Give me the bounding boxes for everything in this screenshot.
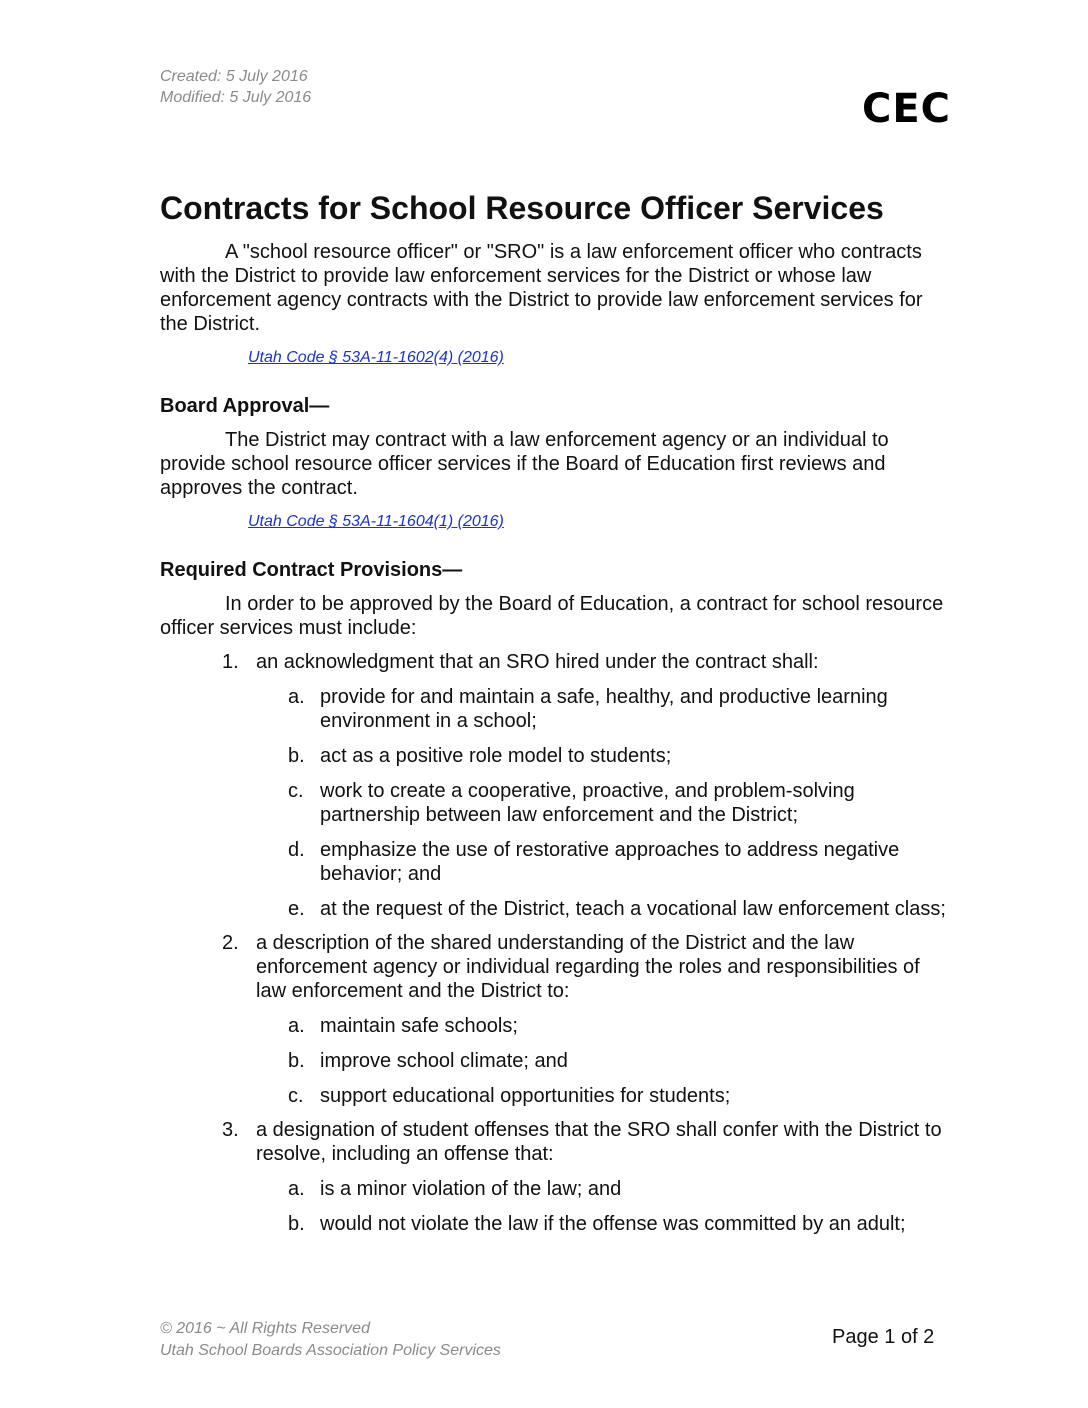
sub-list-item bbox=[160, 1084, 950, 1108]
sub-list-item bbox=[160, 897, 950, 921]
sub-item-letter: b. bbox=[288, 1050, 305, 1072]
intro-citation bbox=[248, 346, 950, 370]
list-item-text: an acknowledgment that an SRO hired under the contract shall: bbox=[256, 651, 819, 673]
sub-item-text: act as a positive role model to students; bbox=[320, 745, 672, 767]
sub-list-item bbox=[160, 779, 950, 827]
list-item-text: a designation of student offenses that the SRO shall confer with the District to resolve, including an offense that: bbox=[256, 1119, 942, 1165]
sub-item-text: provide for and maintain a safe, healthy, and productive learning environment in a school; bbox=[320, 686, 888, 732]
board-approval-paragraph: The District may contract with a law enforcement agency or an individual to provide school resource officer services if the Board of Education first reviews and approves the contract. bbox=[160, 429, 889, 499]
required-provisions-heading: Required Contract Provisions— bbox=[160, 559, 463, 581]
required-provisions-paragraph: In order to be approved by the Board of Education, a contract for school resource officer services must include: bbox=[160, 593, 944, 639]
footer-copyright bbox=[160, 1318, 501, 1362]
sub-item-text: at the request of the District, teach a vocational law enforcement class; bbox=[320, 898, 946, 920]
sub-item-letter: e. bbox=[288, 898, 305, 920]
sub-item-text: work to create a cooperative, proactive, and problem-solving partnership between law enforcement and the District; bbox=[320, 780, 855, 826]
sub-item-letter: a. bbox=[288, 1015, 305, 1037]
sub-list-item bbox=[160, 1177, 950, 1201]
list-item-text: a description of the shared understanding of the District and the law enforcement agency or individual regarding the roles and responsibilities of law enforcement and the District to: bbox=[256, 932, 920, 1002]
sub-list-item bbox=[160, 838, 950, 886]
document-meta bbox=[160, 66, 311, 108]
page-title: Contracts for School Resource Officer Services bbox=[160, 190, 884, 226]
sub-item-letter: a. bbox=[288, 1178, 305, 1200]
sub-item-letter: b. bbox=[288, 745, 305, 767]
modified-date: Modified: 5 July 2016 bbox=[160, 89, 312, 106]
sub-list-item bbox=[160, 1049, 950, 1073]
sub-list bbox=[256, 685, 950, 921]
sub-item-letter: a. bbox=[288, 686, 305, 708]
list-item bbox=[160, 931, 950, 1108]
sub-item-letter: b. bbox=[288, 1213, 305, 1235]
sub-item-text: maintain safe schools; bbox=[320, 1015, 518, 1037]
list-item bbox=[160, 1118, 950, 1236]
created-date: Created: 5 July 2016 bbox=[160, 68, 308, 85]
sub-item-text: support educational opportunities for students; bbox=[320, 1085, 731, 1107]
copyright-text: © 2016 ~ All Rights Reserved bbox=[160, 1320, 370, 1337]
board-approval-citation-link[interactable]: Utah Code § 53A-11-1604(1) (2016) bbox=[248, 513, 504, 530]
provisions-list bbox=[160, 650, 950, 1236]
organization-text: Utah School Boards Association Policy Services bbox=[160, 1342, 501, 1359]
list-item-number: 3. bbox=[222, 1119, 239, 1141]
sub-list-item bbox=[160, 744, 950, 768]
list-item bbox=[160, 650, 950, 921]
document-body bbox=[160, 240, 950, 1236]
sub-item-text: is a minor violation of the law; and bbox=[320, 1178, 622, 1200]
sub-item-letter: d. bbox=[288, 839, 305, 861]
sub-item-text: would not violate the law if the offense was committed by an adult; bbox=[320, 1213, 906, 1235]
sub-item-text: emphasize the use of restorative approaches to address negative behavior; and bbox=[320, 839, 900, 885]
board-approval-heading: Board Approval— bbox=[160, 395, 330, 417]
sub-list-item bbox=[160, 685, 950, 733]
intro-citation-link[interactable]: Utah Code § 53A-11-1602(4) (2016) bbox=[248, 349, 504, 366]
sub-list-item bbox=[160, 1014, 950, 1038]
sub-item-letter: c. bbox=[288, 1085, 304, 1107]
sub-item-letter: c. bbox=[288, 780, 304, 802]
list-item-number: 2. bbox=[222, 932, 239, 954]
sub-list bbox=[256, 1177, 950, 1236]
policy-code: CEC bbox=[862, 86, 952, 132]
sub-list bbox=[256, 1014, 950, 1108]
sub-list-item bbox=[160, 1212, 950, 1236]
board-approval-citation bbox=[248, 510, 950, 534]
page-number: Page 1 of 2 bbox=[832, 1326, 935, 1348]
sub-item-text: improve school climate; and bbox=[320, 1050, 568, 1072]
list-item-number: 1. bbox=[222, 651, 239, 673]
intro-paragraph: A "school resource officer" or "SRO" is a law enforcement officer who contracts with the District to provide law enforcement services for the District or whose law enforcement agency contracts with the District to provide law enforcement services for the District. bbox=[160, 241, 923, 335]
